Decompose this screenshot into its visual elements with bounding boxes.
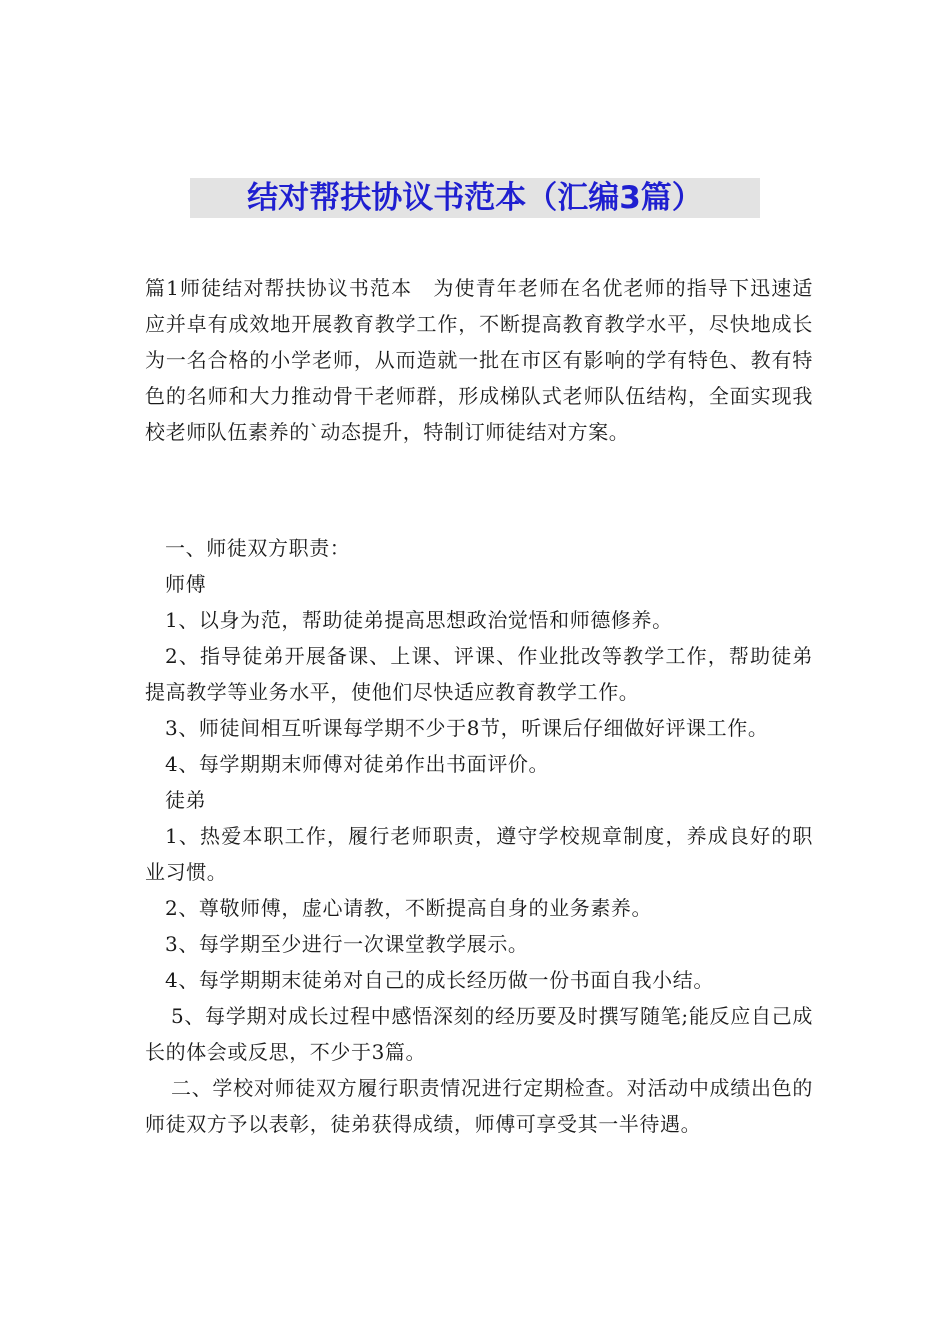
- master-heading: 师傅: [165, 572, 207, 596]
- master-item: 1、以身为范，帮助徒弟提高思想政治觉悟和师德修养。: [165, 608, 673, 632]
- section2-paragraph: 二、学校对师徒双方履行职责情况进行定期检查。对活动中成绩出色的师徒双方予以表彰，徒弟获得成绩，师傅可享受其一半待遇。: [145, 1076, 813, 1136]
- master-item: 2、指导徒弟开展备课、上课、评课、作业批改等教学工作，帮助徒弟提高教学等业务水平，使他们尽快适应教育教学工作。: [145, 644, 813, 704]
- document-body: [145, 270, 813, 1142]
- apprentice-item: 4、每学期期末徒弟对自己的成长经历做一份书面自我小结。: [165, 968, 714, 992]
- section1-heading: 一、师徒双方职责：: [165, 536, 351, 560]
- apprentice-item: 1、热爱本职工作，履行老师职责，遵守学校规章制度，养成良好的职业习惯。: [145, 824, 813, 884]
- apprentice-item: 2、尊敬师傅，虚心请教，不断提高自身的业务素养。: [165, 896, 653, 920]
- master-item: 3、师徒间相互听课每学期不少于8节，听课后仔细做好评课工作。: [165, 716, 769, 740]
- master-item: 4、每学期期末师傅对徒弟作出书面评价。: [165, 752, 550, 776]
- apprentice-item: 5、每学期对成长过程中感悟深刻的经历要及时撰写随笔;能反应自己成长的体会或反思，不少于3篇。: [145, 1004, 813, 1064]
- apprentice-heading: 徒弟: [165, 788, 207, 812]
- apprentice-item: 3、每学期至少进行一次课堂教学展示。: [165, 932, 529, 956]
- intro-paragraph: 篇1师徒结对帮扶协议书范本 为使青年老师在名优老师的指导下迅速适应并卓有成效地开展教育教学工作，不断提高教育教学水平，尽快地成长为一名合格的小学老师，从而造就一批在市区有影响的学有特色、教有特色的名师和大力推动骨干老师群，形成梯队式老师队伍结构，全面实现我校老师队伍素养的`动态提升，特制订师徒结对方案。: [145, 276, 813, 444]
- document-title: 结对帮扶协议书范本（汇编3篇）: [247, 180, 703, 216]
- blank-space: [145, 450, 813, 530]
